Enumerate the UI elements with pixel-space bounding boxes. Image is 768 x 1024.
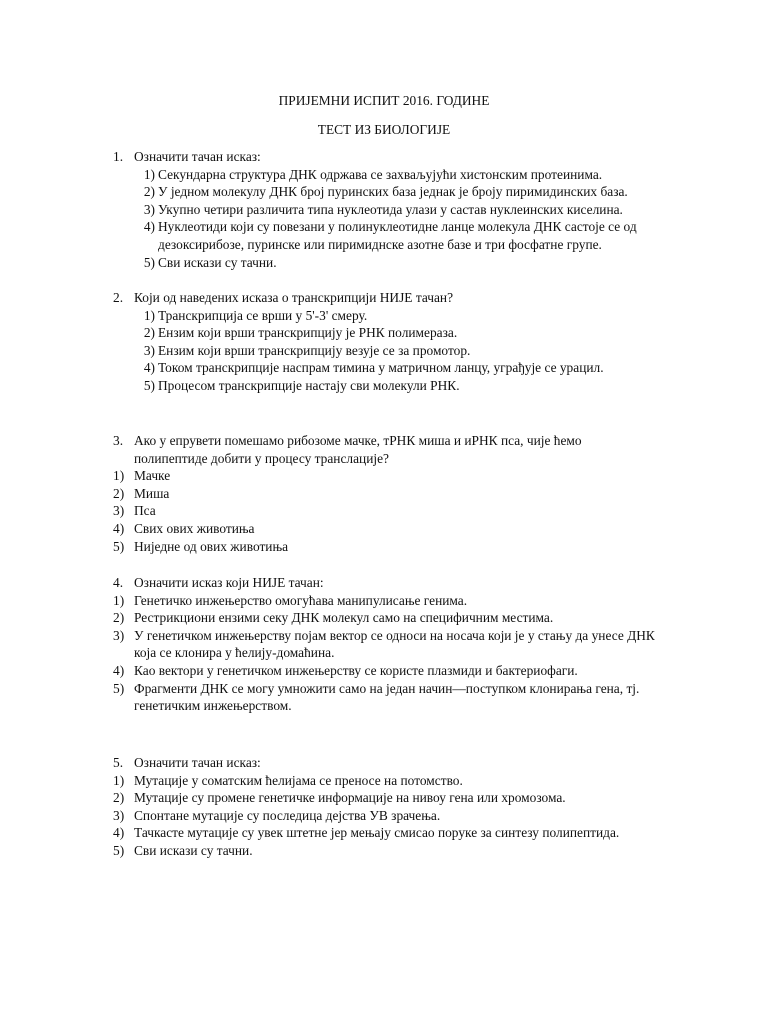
option-number: 1) <box>113 468 125 484</box>
option-number: 1) <box>113 592 125 608</box>
option <box>0 307 768 325</box>
option-text: Спонтане мутације су последица дејства УВ зрачења. <box>134 807 441 823</box>
option-continuation <box>0 644 768 662</box>
option-text: Сви искази су тачни. <box>158 254 277 270</box>
option <box>0 254 768 272</box>
option <box>0 824 768 842</box>
option-number: 5) <box>113 680 125 696</box>
option-number: 4) <box>113 825 125 841</box>
option-text: Мачке <box>134 468 171 484</box>
question-text: Означити тачан исказ: <box>134 149 261 164</box>
option <box>0 485 768 503</box>
question-text: Ако у епрувети помешамо рибозоме мачке, тРНК миша и иРНК пса, чије ћемо <box>134 433 582 448</box>
question-text: Означити тачан исказ: <box>134 755 261 770</box>
option <box>0 502 768 520</box>
option-text: Свих ових животиња <box>134 520 255 536</box>
option-number: 2) <box>113 485 125 501</box>
option-text: Тачкасте мутације су увек штетне јер мењају смисао поруке за синтезу полипептида. <box>134 825 620 841</box>
question-4 <box>0 574 768 715</box>
option-text: Као вектори у генетичком инжењерству се користе плазмиди и бактериофаги. <box>134 662 578 678</box>
option-number: 2) <box>143 184 155 200</box>
option-number: 4) <box>143 360 155 376</box>
option <box>0 342 768 360</box>
option-text: Нуклеотиди који су повезани у полинуклеотидне ланце молекула ДНК састоје се од <box>158 219 637 235</box>
page-subtitle: ТЕСТ ИЗ БИОЛОГИЈЕ <box>317 122 451 137</box>
option-number: 3) <box>113 807 125 823</box>
option-text: која се клонира у ћелију-домаћина. <box>134 645 335 661</box>
option <box>0 467 768 485</box>
option-text: Секундарна структура ДНК одржава се захваљујући хистонским протеинима. <box>158 166 603 182</box>
option <box>0 359 768 377</box>
option-number: 2) <box>113 790 125 806</box>
option-text: Рестрикциони ензими секу ДНК молекул само на специфичним местима. <box>134 610 554 626</box>
option <box>0 680 768 698</box>
option-number: 2) <box>143 325 155 341</box>
option-text: Укупно четири различита типа нуклеотида улази у састав нуклеинских киселина. <box>158 201 623 217</box>
option-text: Ензим који врши транскрипцију везује се за промотор. <box>158 342 471 358</box>
option-continuation <box>0 697 768 715</box>
option-text: У једном молекулу ДНК број пуринских база једнак је броју пиримидинских база. <box>158 184 628 200</box>
option <box>0 609 768 627</box>
option-number: 1) <box>143 166 155 182</box>
option-text: Процесом транскрипције настају сви молекули РНК. <box>158 377 460 393</box>
option-text: Мутације су промене генетичке информације на нивоу гена или хромозома. <box>134 790 566 806</box>
option-number: 4) <box>113 520 125 536</box>
option-text: Током транскрипције наспрам тимина у матричном ланцу, уграђује се урацил. <box>158 360 604 376</box>
question-5 <box>0 754 768 860</box>
question-3 <box>0 432 768 555</box>
option <box>0 592 768 610</box>
question-number: 3. <box>113 433 124 448</box>
option <box>0 662 768 680</box>
option-number: 4) <box>143 219 155 235</box>
option-continuation <box>0 236 768 254</box>
option-number: 5) <box>143 254 155 270</box>
page-title: ПРИЈЕМНИ ИСПИТ 2016. ГОДИНЕ <box>278 93 490 108</box>
question-text-continuation: полипептиде добити у процесу транслације? <box>134 450 389 466</box>
option-text: Ниједне од ових животиња <box>134 538 289 554</box>
question-text: Означити исказ који НИЈЕ тачан: <box>134 575 324 590</box>
option <box>0 377 768 395</box>
question-1 <box>0 148 768 271</box>
option <box>0 166 768 184</box>
option-text: Транскрипција се врши у 5'-3' смеру. <box>158 307 368 323</box>
option <box>0 627 768 645</box>
option-number: 3) <box>113 503 125 519</box>
option-text: Генетичко инжењерство омогућава манипулисање генима. <box>134 592 468 608</box>
option-text: Пса <box>134 503 156 519</box>
option-number: 5) <box>143 377 155 393</box>
option <box>0 842 768 860</box>
question-number: 2. <box>113 290 124 305</box>
question-number: 1. <box>113 149 124 164</box>
option-number: 3) <box>113 627 125 643</box>
option-number: 1) <box>143 307 155 323</box>
option-text: У генетичком инжењерству појам вектор се односи на носача који је у стању да унесе ДНК <box>134 627 655 643</box>
option <box>0 789 768 807</box>
option <box>0 772 768 790</box>
option <box>0 183 768 201</box>
option-number: 3) <box>143 201 155 217</box>
option-number: 5) <box>113 538 125 554</box>
option <box>0 201 768 219</box>
option-text: Миша <box>134 485 170 501</box>
question-2 <box>0 289 768 395</box>
option-text: Фрагменти ДНК се могу умножити само на један начин—поступком клонирања гена, тј. <box>134 680 640 696</box>
option-number: 1) <box>113 772 125 788</box>
option-number: 2) <box>113 610 125 626</box>
option-text: генетичким инжењерством. <box>134 698 292 714</box>
question-text: Који од наведених исказа о транскрипцији НИЈЕ тачан? <box>134 290 454 305</box>
option <box>0 807 768 825</box>
option <box>0 324 768 342</box>
option <box>0 218 768 236</box>
question-number: 5. <box>113 755 124 770</box>
option-text: Сви искази су тачни. <box>134 842 253 858</box>
option-number: 3) <box>143 342 155 358</box>
question-number: 4. <box>113 575 124 590</box>
option-number: 4) <box>113 662 125 678</box>
option <box>0 538 768 556</box>
option-text: дезоксирибозе, пуринске или пиримиднске азотне базе и три фосфатне групе. <box>158 236 602 252</box>
option <box>0 520 768 538</box>
option-text: Ензим који врши транскрипцију је РНК полимераза. <box>158 325 458 341</box>
option-text: Мутације у соматским ћелијама се преносе на потомство. <box>134 772 463 788</box>
option-number: 5) <box>113 842 125 858</box>
